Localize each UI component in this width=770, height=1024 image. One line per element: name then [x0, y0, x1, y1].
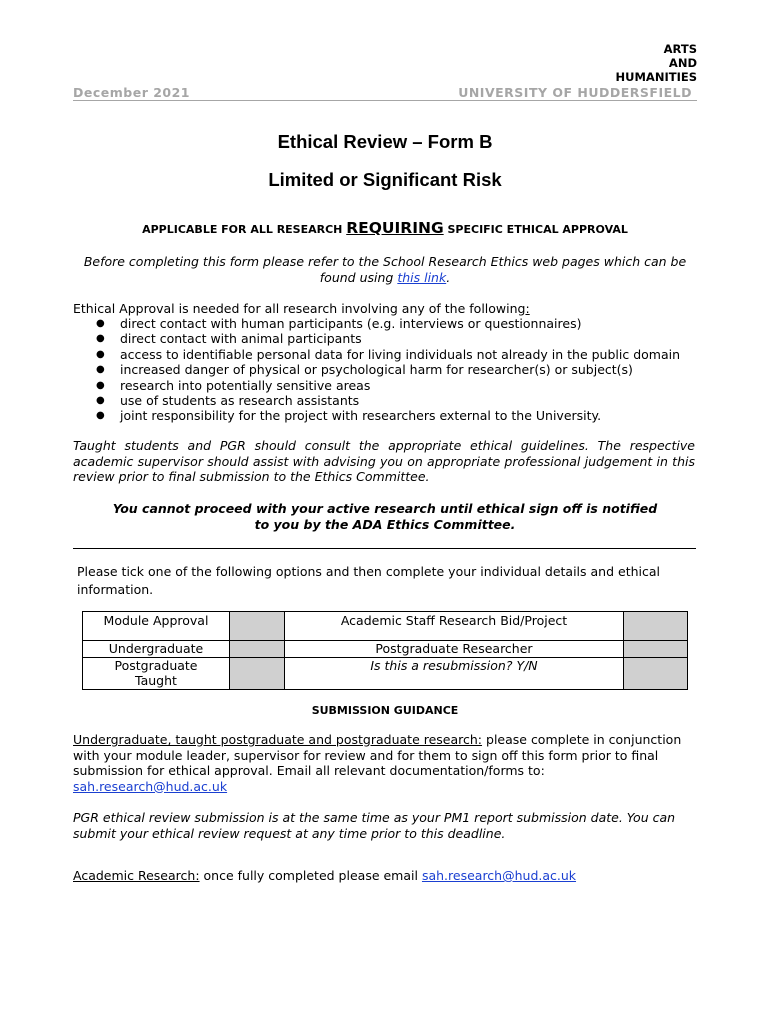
- applicability-emphasis: REQUIRING: [346, 219, 444, 237]
- list-item: [73, 362, 680, 377]
- option-label-undergraduate: Undergraduate: [83, 641, 230, 658]
- ethics-pages-link[interactable]: this link: [397, 269, 447, 285]
- ug-guidance-label: Undergraduate, taught postgraduate and postgraduate research:: [73, 732, 483, 747]
- option-label-pg-researcher: Postgraduate Researcher: [285, 641, 624, 658]
- department-line: ARTS: [663, 42, 697, 56]
- ug-email-link[interactable]: sah.research@hud.ac.uk: [73, 778, 228, 794]
- option-label-line: Postgraduate: [114, 657, 198, 673]
- header-date: December 2021: [73, 85, 190, 100]
- list-item: [73, 393, 680, 408]
- list-item: [73, 378, 680, 393]
- submission-guidance-heading: SUBMISSION GUIDANCE: [311, 704, 459, 717]
- list-item-text: direct contact with human participants (e.g. interviews or questionnaires): [120, 316, 582, 331]
- option-label-academic-staff: Academic Staff Research Bid/Project: [285, 612, 624, 641]
- tick-instruction: Please tick one of the following options and then complete your individual details and ethical information.: [77, 564, 660, 597]
- list-item-text: joint responsibility for the project with researchers external to the University.: [120, 408, 602, 424]
- department-name: [616, 42, 697, 84]
- proceed-warning-line: You cannot proceed with your active research until ethical sign off is notified: [112, 501, 658, 516]
- header-university: UNIVERSITY OF HUDDERSFIELD: [458, 85, 692, 100]
- intro-text: Before completing this form please refer to the School Research Ethics web pages which can be found using: [83, 254, 687, 285]
- bullet-icon: ●: [96, 333, 105, 345]
- bullet-icon: ●: [96, 348, 105, 360]
- academic-guidance-paragraph: [73, 868, 695, 884]
- resubmission-checkbox[interactable]: [624, 657, 688, 689]
- bullet-icon: ●: [96, 395, 105, 407]
- academic-guidance-label: Academic Research:: [73, 868, 200, 883]
- form-subtitle: Limited or Significant Risk: [268, 169, 502, 190]
- list-item: [73, 316, 680, 331]
- department-line: HUMANITIES: [615, 70, 697, 84]
- pgr-guidance-paragraph: PGR ethical review submission is at the same time as your PM1 report submission date. You can submit your ethical review request at any time prior to this deadline.: [73, 810, 676, 841]
- list-item: [73, 408, 680, 423]
- list-item-text: research into potentially sensitive areas: [120, 377, 371, 393]
- bullet-icon: ●: [96, 379, 105, 391]
- proceed-warning-line: to you by the ADA Ethics Committee.: [254, 517, 516, 532]
- applicability-pre: APPLICABLE FOR ALL RESEARCH: [142, 223, 347, 236]
- resubmission-question: Is this a resubmission? Y/N: [285, 657, 624, 689]
- list-item-text: access to identifiable personal data for living individuals not already in the public domain: [120, 346, 681, 362]
- ug-guidance-text: please complete in conjunction with your module leader, supervisor for review and for them to sign off this form prior to final submission for ethical approval. Email all relevant documentation/forms to:: [73, 732, 682, 779]
- taught-students-note: Taught students and PGR should consult the appropriate ethical guidelines. The respective academic supervisor should assist with advising you on appropriate professional judgement in this review prior to final submission to the Ethics Committee.: [73, 438, 695, 485]
- applicability-post: SPECIFIC ETHICAL APPROVAL: [443, 223, 628, 236]
- list-item: [73, 347, 680, 362]
- list-item-text: use of students as research assistants: [120, 393, 360, 409]
- list-item-text: increased danger of physical or psychological harm for researcher(s) or subject(s): [120, 362, 633, 378]
- module-approval-checkbox[interactable]: [230, 612, 285, 641]
- option-label-pg-taught: [83, 657, 230, 689]
- approval-needed-lead: [73, 301, 530, 316]
- undergraduate-checkbox[interactable]: [230, 641, 285, 658]
- bullet-icon: ●: [96, 364, 105, 376]
- form-title: Ethical Review – Form B: [277, 131, 493, 152]
- academic-email-link[interactable]: sah.research@hud.ac.uk: [421, 868, 577, 883]
- department-line: AND: [668, 56, 697, 70]
- bullet-icon: ●: [96, 410, 105, 422]
- list-item: [73, 331, 680, 346]
- approval-needed-text: Ethical Approval is needed for all research involving any of the following: [73, 301, 526, 316]
- criteria-list: [73, 316, 680, 424]
- intro-end: .: [446, 269, 451, 285]
- intro-paragraph: [76, 254, 694, 285]
- option-label-module-approval: Module Approval: [83, 612, 230, 641]
- academic-guidance-text: once fully completed please email: [199, 868, 422, 883]
- bullet-icon: ●: [96, 318, 105, 329]
- header-rule: [73, 100, 697, 101]
- applicability-statement: [0, 219, 770, 237]
- submission-type-table: [82, 611, 688, 690]
- proceed-warning: [0, 501, 770, 533]
- academic-staff-checkbox[interactable]: [624, 612, 688, 641]
- pg-taught-checkbox[interactable]: [230, 657, 285, 689]
- pg-researcher-checkbox[interactable]: [624, 641, 688, 658]
- approval-needed-colon: :: [525, 301, 530, 316]
- section-divider: [73, 548, 696, 549]
- list-item-text: direct contact with animal participants: [120, 331, 362, 347]
- ug-guidance-paragraph: [73, 732, 695, 794]
- option-label-line: Taught: [135, 673, 177, 688]
